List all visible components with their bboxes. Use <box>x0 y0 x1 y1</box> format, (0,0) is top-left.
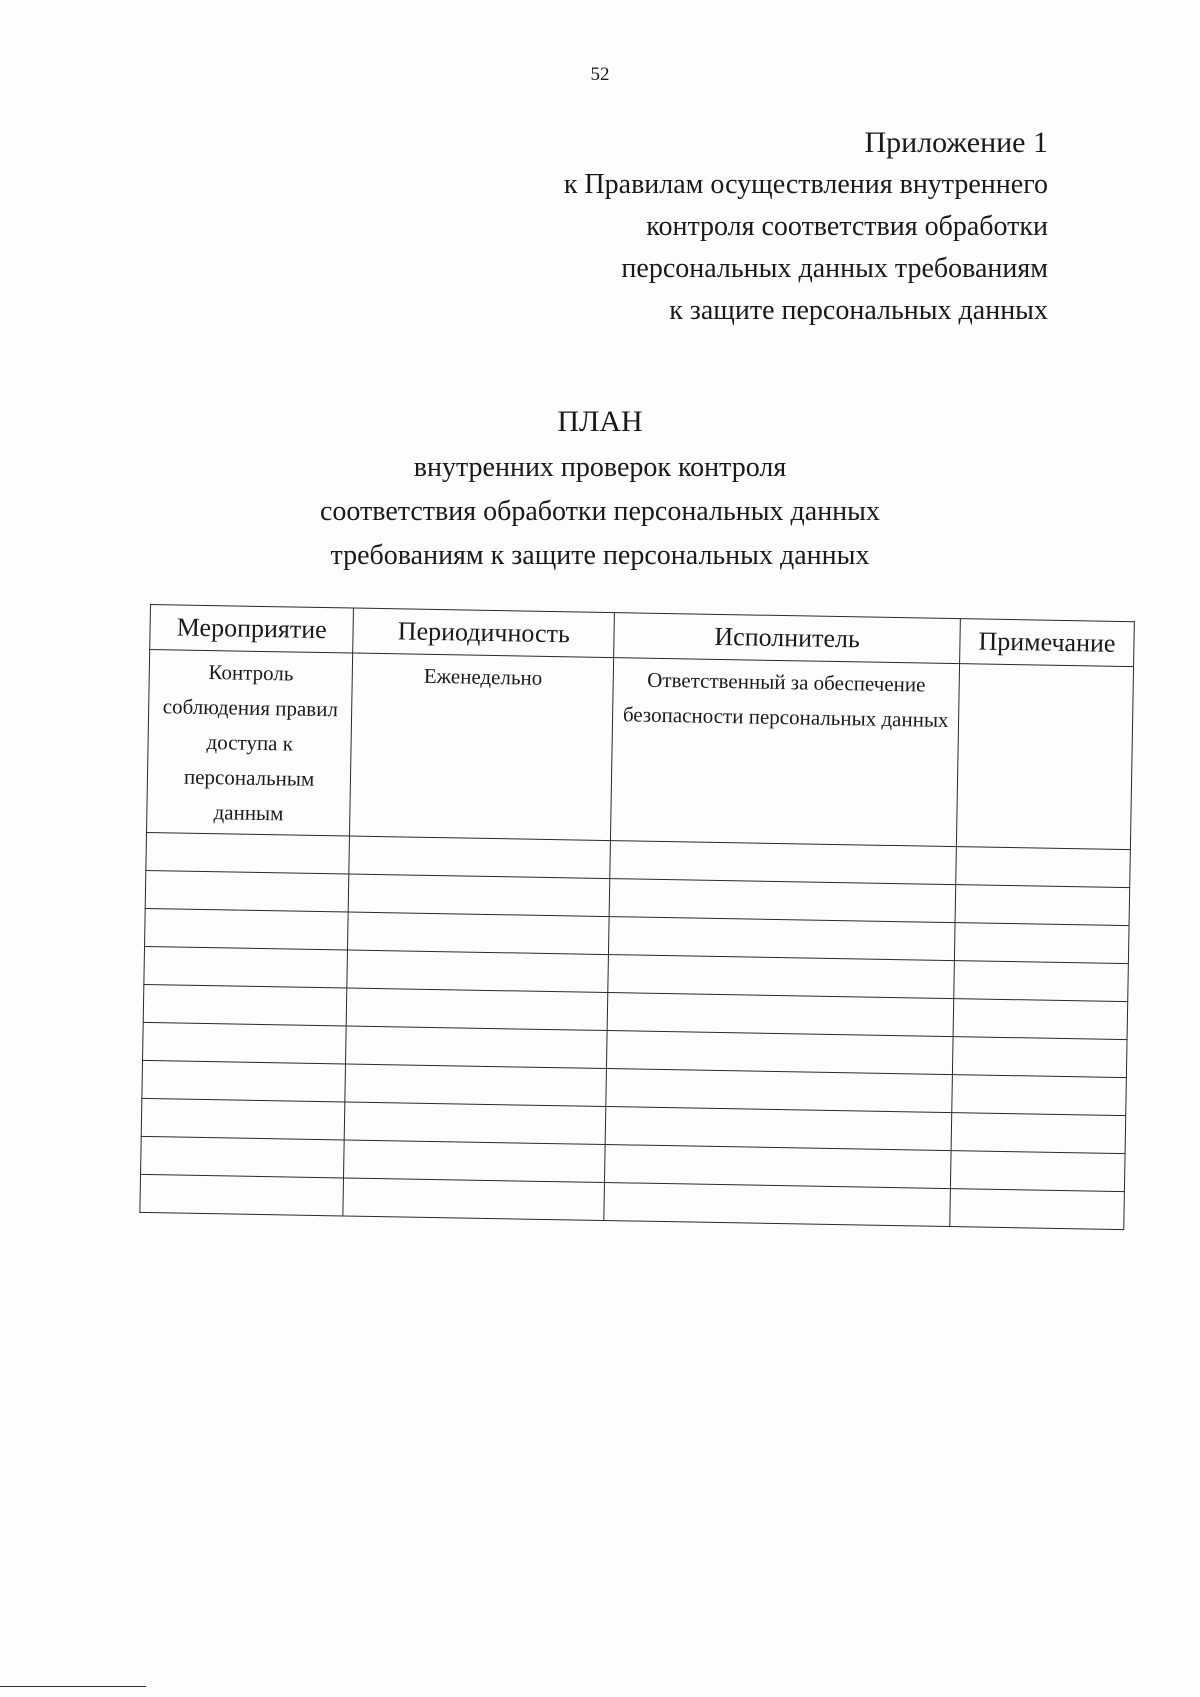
cell-note-empty <box>952 1037 1127 1078</box>
cell-event-empty <box>143 1022 347 1064</box>
cell-periodicity-empty <box>344 1102 606 1145</box>
cell-note-empty <box>954 961 1129 1002</box>
cell-periodicity: Еженедельно <box>350 653 614 841</box>
cell-periodicity-empty <box>345 1064 607 1107</box>
plan-subtitle-line: внутренних проверок контроля <box>413 452 787 483</box>
cell-event-empty <box>140 1174 344 1216</box>
table-row <box>147 650 1134 850</box>
cell-periodicity-empty <box>348 912 610 955</box>
appendix-block <box>564 122 1048 332</box>
cell-event-empty <box>144 946 348 988</box>
cell-executor: Ответственный за обеспечение безопасности персональных данных <box>611 658 960 847</box>
cell-note-empty <box>950 1189 1125 1230</box>
cell-note-empty <box>950 1151 1125 1192</box>
cell-periodicity-empty <box>348 874 610 917</box>
cell-periodicity-empty <box>347 950 609 993</box>
cell-event-empty <box>141 1136 345 1178</box>
cell-executor-empty <box>609 879 955 923</box>
cell-event-empty <box>145 908 349 950</box>
cell-executor-empty <box>607 1031 953 1075</box>
cell-event-empty <box>145 870 349 912</box>
column-header-executor: Исполнитель <box>614 613 960 664</box>
cell-executor-empty <box>609 917 955 961</box>
cell-executor-empty <box>605 1145 951 1189</box>
appendix-title: Приложение 1 <box>864 126 1048 159</box>
appendix-line: к Правилам осуществления внутреннего <box>563 169 1048 200</box>
plan-table-wrapper <box>139 604 1134 1230</box>
plan-title: ПЛАН <box>557 405 643 438</box>
appendix-line: к защите персональных данных <box>669 295 1048 326</box>
plan-table <box>139 604 1134 1230</box>
cell-executor-empty <box>608 955 954 999</box>
cell-periodicity-empty <box>344 1140 606 1183</box>
cell-event-empty <box>143 984 347 1026</box>
column-header-periodicity: Периодичность <box>353 608 615 658</box>
cell-periodicity-empty <box>343 1178 605 1221</box>
cell-executor-empty <box>606 1069 952 1113</box>
cell-event-empty <box>141 1098 345 1140</box>
cell-event-empty <box>146 832 350 874</box>
cell-note-empty <box>956 847 1131 888</box>
appendix-line: персональных данных требованиям <box>621 253 1048 284</box>
cell-event-empty <box>142 1060 346 1102</box>
cell-executor-empty <box>607 993 953 1037</box>
cell-executor-empty <box>610 841 956 885</box>
cell-periodicity-empty <box>349 836 611 879</box>
appendix-line: контроля соответствия обработки <box>646 211 1048 242</box>
cell-executor-empty <box>604 1183 950 1227</box>
cell-note-empty <box>951 1113 1126 1154</box>
plan-subtitle-line: соответствия обработки персональных данных <box>320 496 880 527</box>
cell-note-empty <box>953 999 1128 1040</box>
cell-note <box>956 664 1133 850</box>
cell-executor-empty <box>605 1107 951 1151</box>
footnote-rule <box>0 1686 146 1687</box>
column-header-note: Примечание <box>960 619 1135 667</box>
table-body <box>140 650 1134 1230</box>
cell-periodicity-empty <box>346 1026 608 1069</box>
cell-note-empty <box>952 1075 1127 1116</box>
plan-subtitle-line: требованиям к защите персональных данных <box>330 540 870 571</box>
page-number: 52 <box>590 64 610 85</box>
cell-note-empty <box>954 923 1129 964</box>
cell-event: Контроль соблюдения правил доступа к персональным данным <box>147 650 353 837</box>
cell-periodicity-empty <box>346 988 608 1031</box>
cell-note-empty <box>955 885 1130 926</box>
plan-heading <box>0 400 1200 578</box>
column-header-event: Мероприятие <box>150 605 354 654</box>
